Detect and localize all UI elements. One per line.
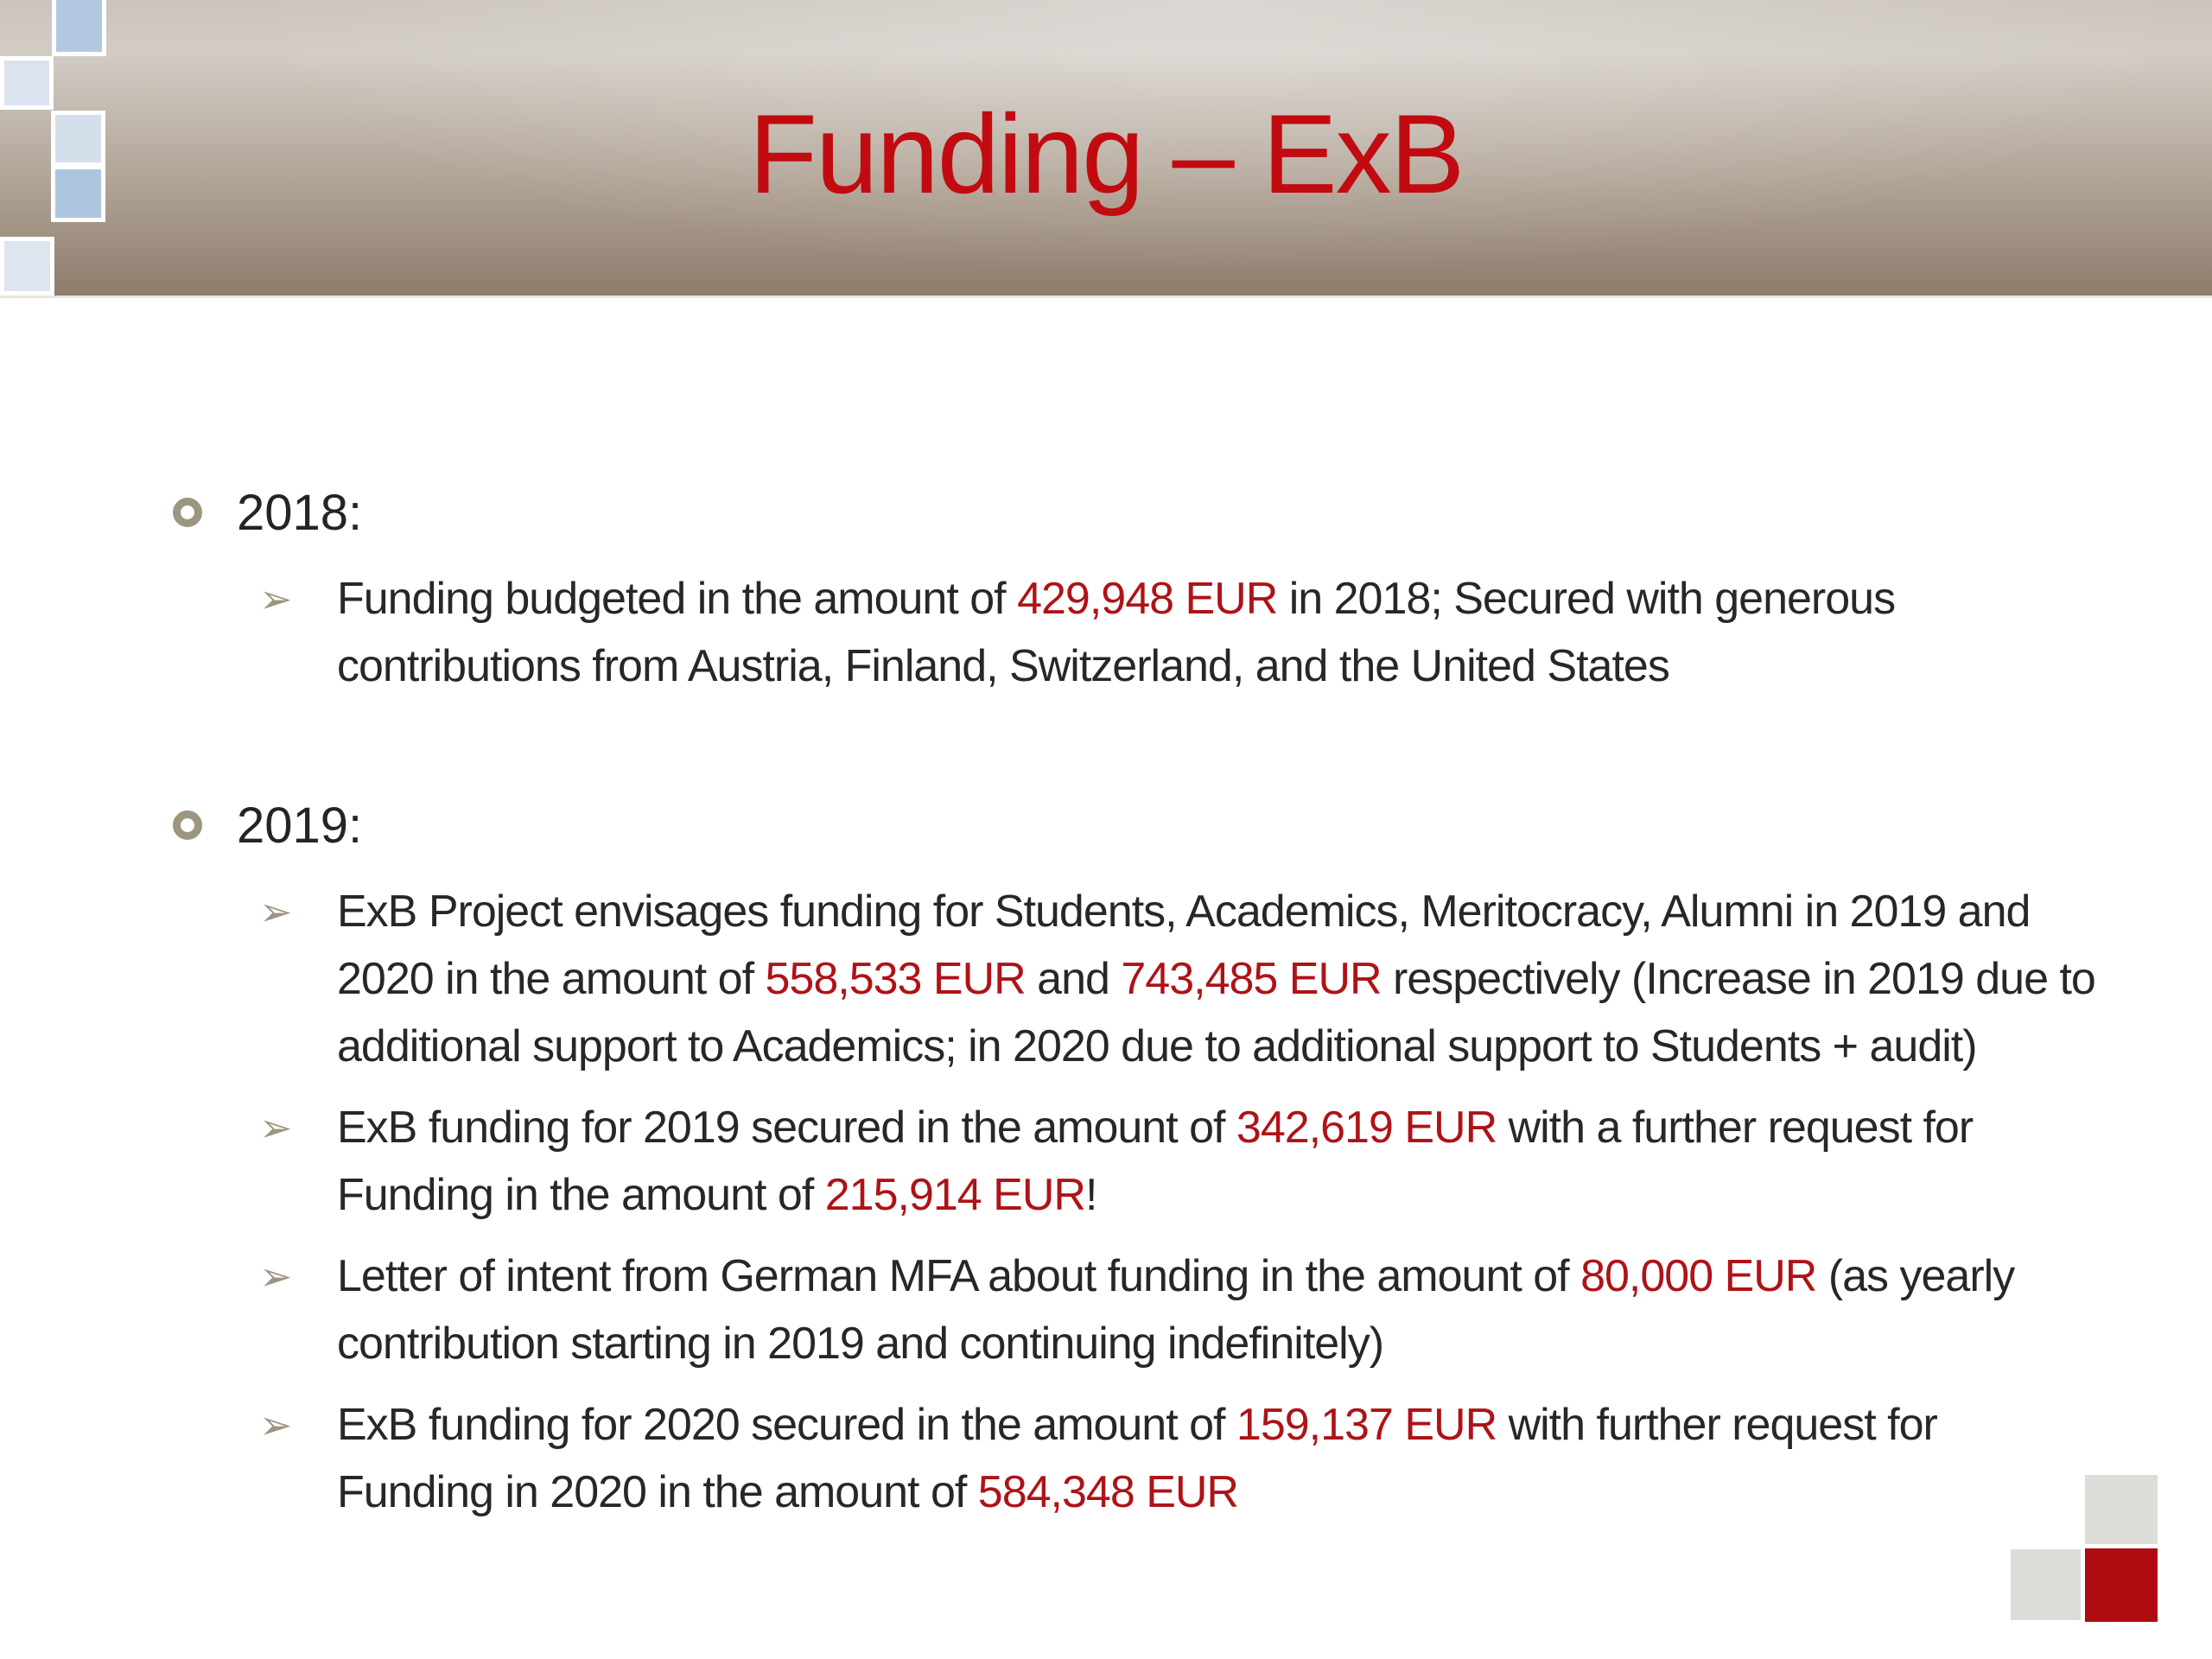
ring-bullet-icon (173, 810, 202, 840)
bullet-text-line (337, 945, 2212, 1013)
amount-highlight: 215,914 EUR (824, 1170, 1085, 1220)
text-segment: Funding in the amount of (337, 1170, 825, 1220)
arrow-bullet-icon: ➢ (259, 1402, 293, 1447)
decor-square-top-left-2 (0, 56, 54, 110)
text-segment: ExB funding for 2020 secured in the amount of (337, 1400, 1236, 1450)
bullet-item (173, 1243, 2212, 1377)
amount-highlight: 743,485 EUR (1121, 954, 1382, 1004)
section-heading-label: 2019: (237, 797, 363, 854)
section-heading-label: 2018: (237, 484, 363, 541)
bullet-text-line (337, 1310, 2212, 1377)
amount-highlight: 558,533 EUR (765, 954, 1026, 1004)
slide-header (0, 0, 2212, 298)
amount-highlight: 159,137 EUR (1236, 1400, 1497, 1450)
bullet-text-line (337, 1094, 2212, 1161)
slide-title: Funding – ExB (748, 91, 1464, 217)
text-segment: Funding in 2020 in the amount of (337, 1467, 978, 1517)
decor-square-bottom-right-red (2085, 1548, 2158, 1622)
text-segment: (as yearly (1816, 1251, 2015, 1301)
section-heading-row (173, 474, 2212, 551)
slide-body (173, 474, 2212, 1526)
bullet-text-line (337, 1161, 2212, 1229)
bullet-item (173, 1094, 2212, 1229)
arrow-bullet-icon: ➢ (259, 576, 293, 621)
text-segment: contribution starting in 2019 and continuing indefinitely) (337, 1319, 1384, 1369)
text-segment: with further request for (1497, 1400, 1937, 1450)
section-heading-row (173, 786, 2212, 864)
text-segment: ExB Project envisages funding for Students, Academics, Meritocracy, Alumni in 2019 and (337, 887, 2031, 937)
text-segment: and (1025, 954, 1122, 1004)
bullet-text-line (337, 632, 2212, 700)
bullet-item (173, 878, 2212, 1080)
amount-highlight: 584,348 EUR (977, 1467, 1238, 1517)
text-segment: additional support to Academics; in 2020 due to additional support to Students + audit) (337, 1021, 1977, 1071)
text-segment: ! (1084, 1170, 1097, 1220)
amount-highlight: 80,000 EUR (1580, 1251, 1817, 1301)
text-segment: 2020 in the amount of (337, 954, 766, 1004)
arrow-bullet-icon: ➢ (259, 1254, 293, 1299)
bullet-text-line (337, 1013, 2212, 1080)
bullet-item (173, 565, 2212, 700)
text-segment: Letter of intent from German MFA about funding in the amount of (337, 1251, 1581, 1301)
decor-square-top-left-4 (51, 165, 105, 222)
text-segment: ExB funding for 2019 secured in the amount of (337, 1103, 1236, 1153)
decor-square-top-left-3 (51, 111, 105, 167)
text-segment: contributions from Austria, Finland, Switzerland, and the United States (337, 641, 1669, 691)
bullet-item (173, 1391, 2212, 1526)
bullet-text-line (337, 1243, 2212, 1310)
bullet-text-line (337, 565, 2212, 632)
bullet-text-line (337, 1391, 2212, 1459)
bullet-text-line (337, 878, 2212, 945)
ring-bullet-icon (173, 498, 202, 527)
decor-square-bottom-right-gray-left (2011, 1549, 2081, 1620)
text-segment: in 2018; Secured with generous (1277, 574, 1896, 624)
decor-square-bottom-right-gray-top (2085, 1475, 2158, 1544)
text-segment: with a further request for (1497, 1103, 1974, 1153)
arrow-bullet-icon: ➢ (259, 889, 293, 934)
text-segment: Funding budgeted in the amount of (337, 574, 1018, 624)
section-2019 (173, 786, 2212, 1526)
bullet-text-line (337, 1459, 2212, 1526)
text-segment: respectively (Increase in 2019 due to (1381, 954, 2095, 1004)
section-2018 (173, 474, 2212, 700)
decor-square-top-left-5 (0, 237, 54, 296)
arrow-bullet-icon: ➢ (259, 1105, 293, 1150)
amount-highlight: 429,948 EUR (1017, 574, 1278, 624)
amount-highlight: 342,619 EUR (1236, 1103, 1497, 1153)
decor-square-top-left-1 (52, 0, 106, 56)
